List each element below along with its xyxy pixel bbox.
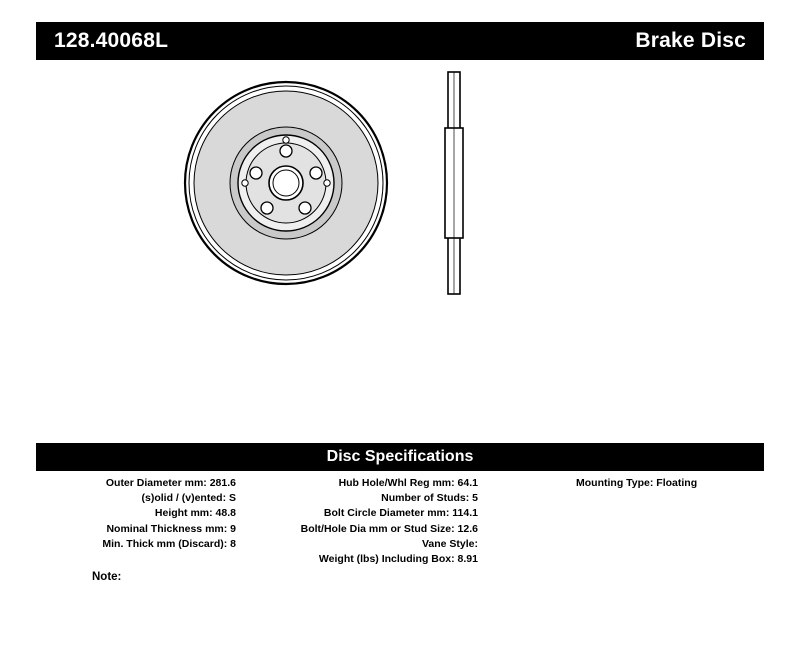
rotor-edge-profile [445, 72, 463, 294]
spec-item: Min. Thick mm (Discard): 8 [102, 537, 236, 550]
header-bar [36, 22, 764, 60]
note-row [92, 571, 121, 583]
spec-item: Outer Diameter mm: 281.6 [105, 477, 236, 489]
spec-body [36, 471, 764, 591]
note-label: Note: [92, 571, 122, 583]
spec-item: Bolt/Hole Dia mm or Stud Size: 12.6 [300, 522, 478, 535]
rotor-drawing [36, 70, 764, 430]
spec-item: Weight (lbs) Including Box: 8.91 [318, 553, 478, 566]
spec-column-left [36, 476, 236, 552]
spec-item: Hub Hole/Whl Reg mm: 64.1 [338, 477, 478, 489]
spec-title-bar [36, 443, 764, 471]
product-type-label: Brake Disc [635, 29, 746, 52]
spec-item: Number of Studs: 5 [381, 492, 478, 505]
spec-item: Bolt Circle Diameter mm: 114.1 [323, 507, 478, 520]
rotor-drawing-svg [36, 70, 764, 430]
part-number: 128.40068L [54, 29, 169, 52]
spec-item: (s)olid / (v)ented: S [141, 492, 236, 505]
spec-item: Height mm: 48.8 [154, 507, 236, 520]
spec-column-right [576, 476, 764, 491]
spec-column-middle [246, 476, 478, 567]
spec-title: Disc Specifications [326, 448, 474, 465]
spec-item: Nominal Thickness mm: 9 [106, 522, 236, 535]
spec-item: Vane Style: [421, 537, 478, 550]
spec-item: Mounting Type: Floating [576, 477, 698, 489]
